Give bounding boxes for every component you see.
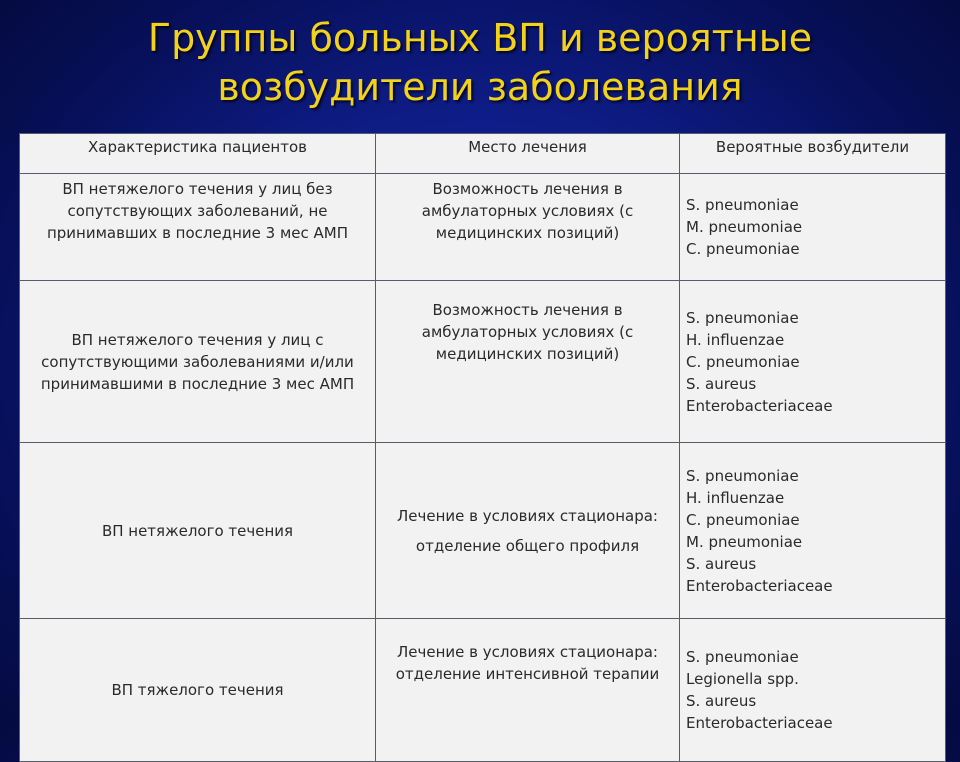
pathogen: C. pneumoniae	[686, 352, 800, 371]
header-patients: Характеристика пациентов	[20, 134, 376, 174]
pathogen: S. aureus	[686, 554, 757, 573]
patients-line: ВП нетяжелого течения у лиц с	[71, 330, 324, 349]
table-row	[20, 281, 946, 443]
table-row	[20, 443, 946, 619]
patients-cell	[20, 281, 376, 443]
pathogen: M. pneumoniae	[686, 532, 803, 551]
pathogens-cell	[680, 443, 946, 619]
place-line: медицинских позиций)	[435, 345, 620, 363]
place-line: отделение общего профиля	[415, 536, 640, 555]
place-cell	[376, 281, 680, 443]
place-line: Лечение в условиях стационара:	[397, 506, 658, 525]
place-cell	[376, 174, 680, 281]
pathogens-table	[19, 133, 946, 762]
pathogen: Enterobacteriaceae	[686, 576, 833, 595]
pathogen: C. pneumoniae	[686, 510, 800, 529]
pathogen: S. pneumoniae	[686, 196, 799, 214]
table-header-row	[20, 134, 946, 174]
place-cell	[376, 619, 680, 762]
pathogens-cell	[680, 619, 946, 762]
pathogens-cell	[680, 281, 946, 443]
place-line: Возможность лечения в	[432, 301, 623, 319]
patients-line: ВП нетяжелого течения	[101, 521, 294, 540]
slide-title-line-2: возбудители заболевания	[217, 65, 743, 109]
patients-line: ВП нетяжелого течения у лиц без	[62, 180, 333, 198]
patients-cell	[20, 443, 376, 619]
patients-line: принимавших в последние 3 мес АМП	[46, 224, 349, 242]
place-line: амбулаторных условиях (с	[421, 202, 634, 220]
pathogens-cell	[680, 174, 946, 281]
pathogen: C. pneumoniae	[686, 240, 800, 258]
patients-cell	[20, 619, 376, 762]
patients-line: сопутствующих заболеваний, не	[67, 202, 328, 220]
pathogen: S. pneumoniae	[686, 308, 799, 327]
patients-line: ВП тяжелого течения	[111, 681, 284, 699]
pathogen: M. pneumoniae	[686, 218, 803, 236]
slide-title-line-1: Группы больных ВП и вероятные	[147, 16, 813, 60]
place-cell	[376, 443, 680, 619]
pathogen: S. aureus	[686, 374, 757, 393]
pathogen: S. pneumoniae	[686, 648, 799, 666]
place-line: амбулаторных условиях (с	[421, 323, 634, 341]
slide-title	[0, 14, 960, 112]
table-row	[20, 174, 946, 281]
patients-line: принимавшими в последние 3 мес АМП	[40, 374, 355, 393]
place-line: медицинских позиций)	[435, 224, 620, 242]
pathogen: Enterobacteriaceae	[686, 396, 833, 415]
pathogen: H. influenzae	[686, 488, 785, 507]
pathogen: Enterobacteriaceae	[686, 714, 833, 732]
header-pathogens: Вероятные возбудители	[680, 134, 946, 174]
pathogen: Legionella spp.	[686, 670, 799, 688]
place-line: Лечение в условиях стационара:	[397, 643, 658, 661]
patients-cell	[20, 174, 376, 281]
pathogen: H. influenzae	[686, 330, 785, 349]
header-place: Место лечения	[376, 134, 680, 174]
pathogen: S. aureus	[686, 692, 757, 710]
pathogen: S. pneumoniae	[686, 466, 799, 485]
place-line: отделение интенсивной терапии	[395, 665, 660, 683]
table-row	[20, 619, 946, 762]
patients-line: сопутствующими заболеваниями и/или	[41, 352, 354, 371]
place-line: Возможность лечения в	[432, 180, 623, 198]
